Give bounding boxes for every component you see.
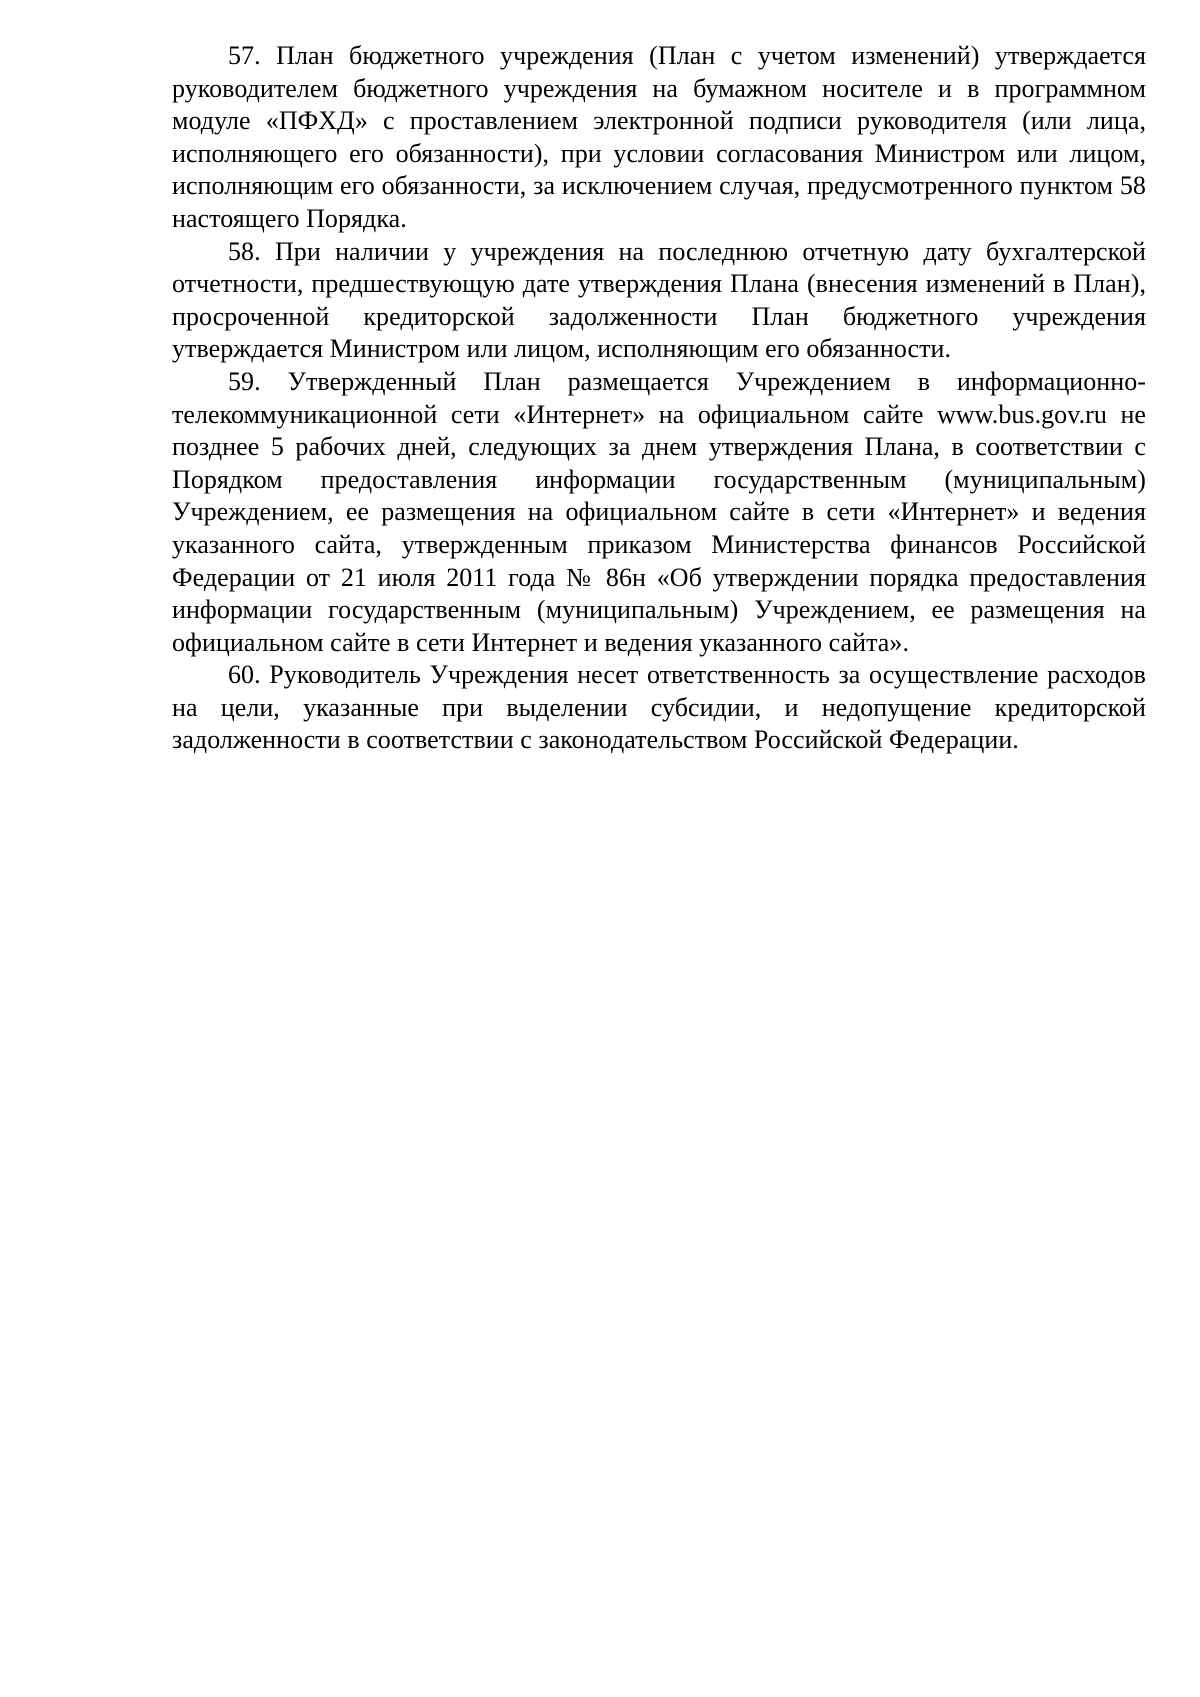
paragraph-57: 57. План бюджетного учреждения (План с учетом изменений) утверждается руководителем бюджетного учреждения на бумажном носителе и в программном модуле «ПФХД» с проставлением электронной подписи руководителя (или лица, исполняющего его обязанности), при условии согласования Министром или лицом, исполняющим его обязанности, за исключением случая, предусмотренного пунктом 58 настоящего Порядка.	[172, 41, 1146, 233]
paragraph-59: 59. Утвержденный План размещается Учреждением в информационно-телекоммуникационной сети «Интернет» на официальном сайте www.bus.gov.ru не позднее 5 рабочих дней, следующих за днем утверждения Плана, в соответствии с Порядком предоставления информации государственным (муниципальным) Учреждением, ее размещения на официальном сайте в сети «Интернет» и ведения указанного сайта, утвержденным приказом Министерства финансов Российской Федерации от 21 июля 2011 года № 86н «Об утверждении порядка предоставления информации государственным (муниципальным) Учреждением, ее размещения на официальном сайте в сети Интернет и ведения указанного сайта».	[172, 366, 1146, 657]
document-body	[172, 40, 1146, 757]
paragraph-58: 58. При наличии у учреждения на последнюю отчетную дату бухгалтерской отчетности, предшествующую дате утверждения Плана (внесения изменений в План), просроченной кредиторской задолженности План бюджетного учреждения утверждается Министром или лицом, исполняющим его обязанности.	[172, 236, 1146, 364]
paragraph-60: 60. Руководитель Учреждения несет ответственность за осуществление расходов на цели, указанные при выделении субсидии, и недопущение кредиторской задолженности в соответствии с законодательством Российской Федерации.	[172, 660, 1146, 755]
